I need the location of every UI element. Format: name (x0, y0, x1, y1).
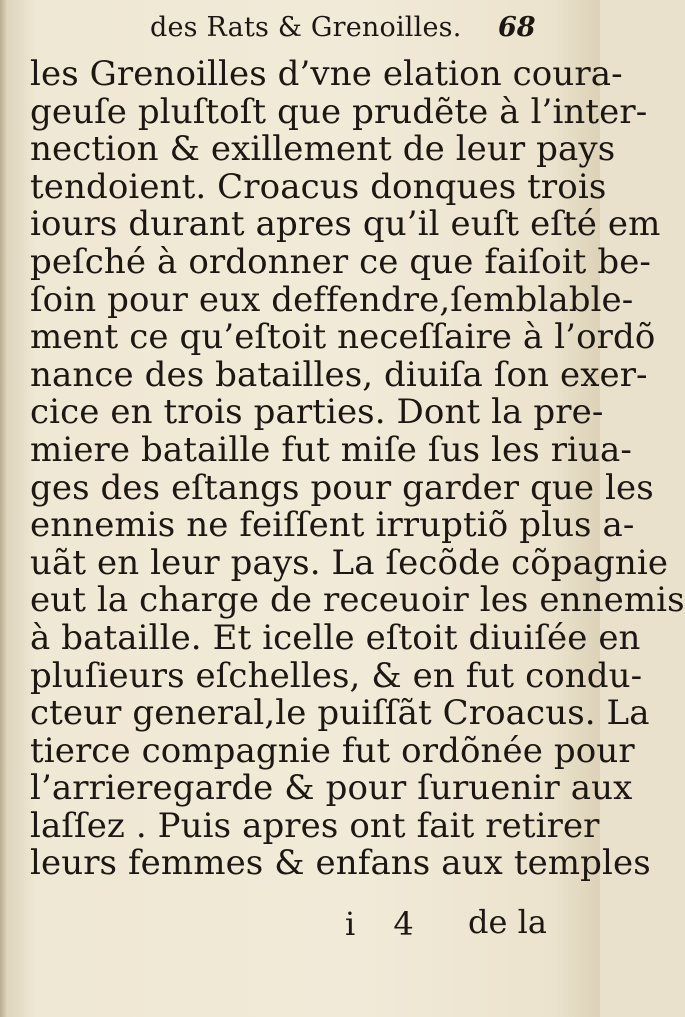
text-line: nection & exillement de leur pays (30, 129, 616, 170)
page-footer (0, 905, 600, 945)
text-line: uãt en leur pays. La ſecõde cõpagnie (30, 542, 669, 583)
page-number: 68 (498, 12, 536, 43)
text-line: ment ce qu’eſtoit neceſſaire à l’ordõ (30, 317, 656, 358)
page-header (0, 12, 600, 46)
text-line: eut la charge de receuoir les ennemis (30, 580, 685, 621)
signature-mark: i 4 (345, 905, 428, 943)
body-text (30, 54, 685, 884)
page-gutter (0, 0, 8, 1017)
text-line: tendoient. Croacus donques trois (30, 166, 607, 207)
text-line: leurs femmes & enfans aux temples (30, 843, 651, 884)
text-line: tierce compagnie fut ordõnée pour (30, 730, 635, 771)
text-line: l’arrieregarde & pour ſuruenir aux (30, 768, 633, 809)
text-line: laſſez . Puis apres ont fait retirer (30, 805, 600, 846)
text-line: cteur general,le puiſſãt Croacus. La (30, 693, 650, 734)
text-line: peſché à ordonner ce que faiſoit be- (30, 241, 652, 282)
text-line: à bataille. Et icelle eſtoit diuiſée en (30, 617, 641, 658)
text-line: ges des eſtangs pour garder que les (30, 467, 654, 508)
text-line: miere bataille fut miſe ſus les riua- (30, 429, 632, 470)
text-line: ſoin pour eux deffendre,ſemblable- (30, 279, 634, 320)
text-line: cice en trois parties. Dont la pre- (30, 392, 604, 433)
running-title: des Rats & Grenoilles. (150, 12, 462, 43)
text-line: iours durant apres qu’il euſt eſté em (30, 204, 661, 245)
text-line: pluſieurs eſchelles, & en fut condu- (30, 655, 643, 696)
text-line: ennemis ne feiſſent irruptiõ plus a- (30, 505, 635, 546)
catchword: de la (468, 903, 547, 941)
text-line: nance des batailles, diuiſa ſon exer- (30, 354, 648, 395)
text-line: les Grenoilles d’vne elation coura- (30, 54, 623, 94)
text-line: geuſe pluſtoſt que prudẽte à l’inter- (30, 91, 648, 132)
